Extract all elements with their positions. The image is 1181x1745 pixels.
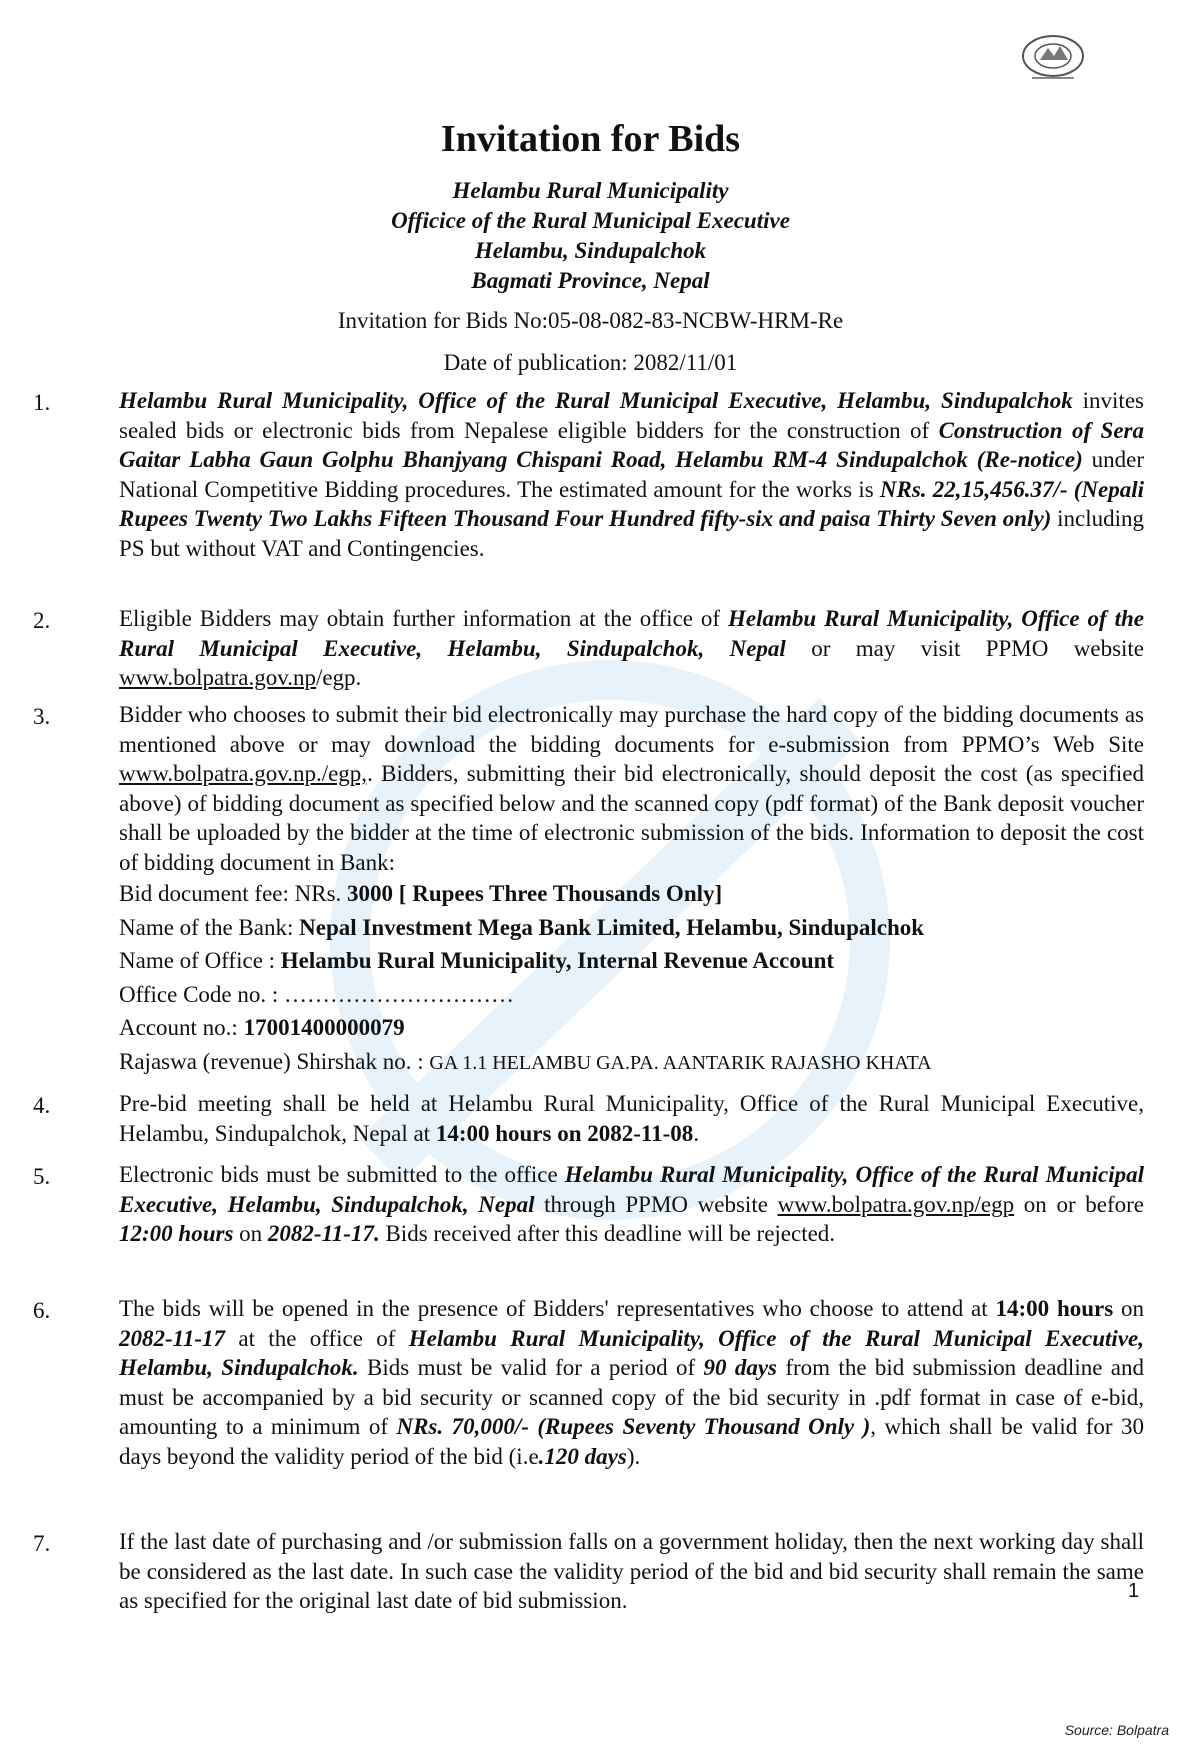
- office-name-line: Name of Office : Helambu Rural Municipality, Internal Revenue Account: [119, 948, 835, 973]
- bolpatra-egp-link[interactable]: www.bolpatra.gov.np./egp,: [119, 761, 368, 786]
- revenue-code-line: Rajaswa (revenue) Shirshak no. : GA 1.1 HELAMBU GA.PA. AANTARIK RAJASHO KHATA: [119, 1048, 932, 1074]
- bid-fee-line: Bid document fee: NRs. 3000 [ Rupees Three Thousands Only]: [119, 881, 723, 906]
- page-number: 1: [1128, 1580, 1140, 1602]
- clause-5: Electronic bids must be submitted to the office Helambu Rural Municipality, Office of the Rural Municipal Executive, Helambu, Sindupalchok, Nepal through PPMO website www.bolpatra.gov.np/egp on or before 12:00 hours on 2082-11-17. Bids received after this deadline will be rejected.: [119, 1162, 1145, 1246]
- clause-7: If the last date of purchasing and /or submission falls on a government holiday, then the next working day shall be considered as the last date. In such case the validity period of the bid and bid security shall remain the same as specified for the original last date of bid submission.: [119, 1529, 1144, 1613]
- clause-3: Bidder who chooses to submit their bid electronically may purchase the hard copy of the bidding documents as mentioned above or may download the bidding documents for e-submission from PPMO’s Web Site www.bolpatra.gov.np./egp,. Bidders, submitting their bid electronically, should deposit the cost (as specified above) of bidding document as specified below and the scanned copy (pdf format) of the Bank deposit voucher shall be uploaded by the bidder at the time of electronic submission of the bids. Information to deposit the cost of bidding document in Bank: Bid document fee: NRs. 3000 [ Rupees Three Thousands Only] Name of the Bank: Nepal Investment Mega Bank Limited, Helambu, Sindupalchok Name of Office : Helambu Rural Municipality, Internal Revenue Account Office Code no. : ………………………… Account no.: 17001400000079 Rajaswa (revenue) Shirshak no. : GA 1.1 HELAMBU GA.PA. AANTARIK RAJASHO KHATA: [119, 700, 1144, 1080]
- page-title: Invitation for Bids: [440, 118, 741, 160]
- bid-number: Invitation for Bids No:05-08-082-83-NCBW-HRM-Re: [337, 308, 844, 333]
- office-location: Helambu, Sindupalchok: [474, 238, 707, 263]
- account-number-line: Account no.: 17001400000079: [119, 1015, 405, 1040]
- item-number: 4.: [33, 1093, 51, 1118]
- clause-6: The bids will be opened in the presence of Bidders' representatives who choose to attend at 14:00 hours on 2082-11-17 at the office of Helambu Rural Municipality, Office of the Rural Municipal Executive, Helambu, Sindupalchok. Bids must be valid for a period of 90 days from the bid submission deadline and must be accompanied by a bid security or scanned copy of the bid security in .pdf format in case of e-bid, amounting to a minimum of NRs. 70,000/- (Rupees Seventy Thousand Only ), which shall be valid for 30 days beyond the validity period of the bid (i.e.120 days).: [119, 1296, 1145, 1469]
- item-number: 2.: [33, 608, 51, 633]
- item-number: 7.: [33, 1531, 51, 1556]
- bank-name-line: Name of the Bank: Nepal Investment Mega Bank Limited, Helambu, Sindupalchok: [119, 914, 925, 940]
- clause-1: Helambu Rural Municipality, Office of the Rural Municipal Executive, Helambu, Sindupalchok invites sealed bids or electronic bids from Nepalese eligible bidders for the construction of Construction of Sera Gaitar Labha Gaun Golphu Bhanjyang Chispani Road, Helambu RM-4 Sindupalchok (Re-notice) under National Competitive Bidding procedures. The estimated amount for the works is NRs. 22,15,456.37/- (Nepali Rupees Twenty Two Lakhs Fifteen Thousand Four Hundred fifty-six and paisa Thirty Seven only) including PS but without VAT and Contingencies.: [119, 388, 1144, 561]
- province-name: Bagmati Province, Nepal: [471, 268, 710, 293]
- source-credit: Source: Bolpatra: [1064, 1722, 1169, 1738]
- bolpatra-link[interactable]: www.bolpatra.gov.np: [119, 665, 316, 690]
- clause-4: Pre-bid meeting shall be held at Helambu Rural Municipality, Office of the Rural Municipal Executive, Helambu, Sindupalchok, Nepal at 14:00 hours on 2082-11-08.: [119, 1091, 1144, 1146]
- item-number: 3.: [33, 704, 51, 729]
- item-number: 1.: [33, 390, 51, 415]
- publication-date: Date of publication: 2082/11/01: [443, 350, 738, 375]
- bolpatra-egp-link[interactable]: www.bolpatra.gov.np/egp: [777, 1191, 1015, 1217]
- clause-2: Eligible Bidders may obtain further information at the office of Helambu Rural Municipality, Office of the Rural Municipal Executive, Helambu, Sindupalchok, Nepal or may visit PPMO website www.bolpatra.gov.np/egp.: [119, 606, 1145, 690]
- municipality-name: Helambu Rural Municipality: [452, 178, 729, 203]
- office-code-line: Office Code no. : …………………………: [119, 981, 515, 1007]
- item-number: 6.: [33, 1298, 51, 1323]
- municipality-seal-logo: [1018, 30, 1088, 86]
- office-name: Officice of the Rural Municipal Executive: [391, 208, 790, 233]
- item-number: 5.: [33, 1164, 51, 1189]
